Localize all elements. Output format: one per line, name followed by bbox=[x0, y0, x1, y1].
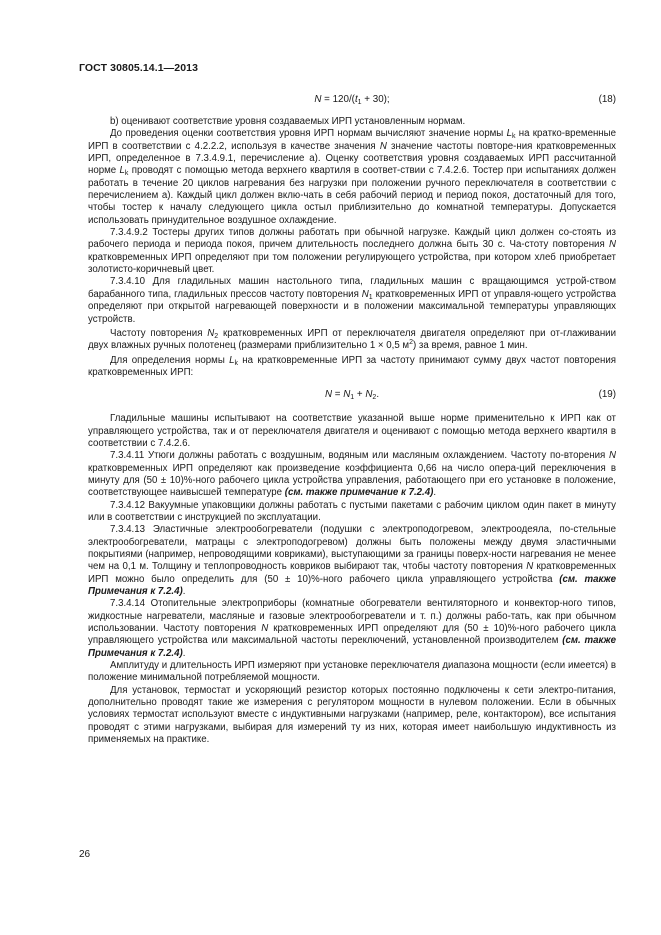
formula-19-expression: $N = N_1 + N_2$. bbox=[324, 389, 380, 402]
document-body bbox=[88, 88, 616, 747]
paragraph-amplitude: Амплитуду и длительность ИРП измеряют при установке переключателя диапазона мощности (если имеется) в положение минимальной потребляемой мощности. bbox=[88, 660, 616, 684]
paragraph-7-3-4-11: 7.3.4.11 Утюги должны работать с воздушным, водяным или масляным охлаждением. Частоту по-вторения N кратковременных ИРП определяют как произведение коэффициента 0,66 на число опера-ций переключения в минуту для (50 ± 10)%-ного рабочего цикла устройства управления, работающего при его установке в положение, соответствующее наивысшей температуре (см. также примечание к 7.2.4). bbox=[88, 450, 616, 499]
paragraph-7-3-4-13: 7.3.4.13 Эластичные электрообогреватели (подушки с электроподогревом, электроодеяла, по-стельные электрообогреватели, матрацы с электроподогревом) должны быть положены между двумя эластичными покрытиями (например, непроводящими ковриками), выступающими за границы поверх-ности нагревания не менее чем на 0,1 м. Толщину и теплопроводность ковриков выбирают так, чтобы частоту повторения N кратковременных ИРП можно было определить для (50 ± 10)%-ного рабочего цикла управляющего устройства (см. также Примечания к 7.2.4). bbox=[88, 524, 616, 598]
formula-19 bbox=[88, 389, 616, 403]
page-number: 26 bbox=[79, 849, 91, 860]
paragraph-b: b) оценивают соответствие уровня создаваемых ИРП установленным нормам. bbox=[110, 116, 466, 127]
paragraph-motor-switch: Частоту повторения $N_2$ кратковременных ИРП от переключателя двигателя определяют при от-глаживании двух влажных ручных полотенец (размерами приблизительно 1 × 0,5 $м^2$) за время, равное 1 мин. bbox=[88, 327, 616, 352]
paragraph-norm-calc: До проведения оценки соответствия уровня ИРП нормам вычисляют значение нормы $L_k$ на кратко-временные ИРП в соответствии с 4.2.2.2, используя в качестве значения N значение частоты повторе-ния кратковременных ИРП, определенное в 7.3.4.9.1, перечисление а). Оценку соответствия уровня создаваемых ИРП рассчитанной норме $L_k$ проводят с помощью метода верхнего квартиля в соответ-ствии с 7.4.2.6. Тостер при испытаниях должен работать в течение 20 циклов нагревания без нагрузки при положении ручного переключателя в соответствии с перечислением а). Каждый цикл должен вклю-чать в себя рабочий период и период покоя, достаточный для того, чтобы тостер к началу следующего цикла остыл приблизительно до комнатной температуры. Допускается использовать принудительное воздушное охлаждение. bbox=[88, 128, 617, 226]
paragraph-norm-sum: Для определения нормы $L_k$ на кратковременные ИРП за частоту принимают сумму двух частот повторения кратковременных ИРП: bbox=[88, 354, 616, 378]
paragraph-7-3-4-14: 7.3.4.14 Отопительные электроприборы (комнатные обогреватели вентиляторного и конвектор-ного типов, жидкостные нагреватели, масляные и газовые электрообогреватели и т. п.) должны рабо-тать, как при обычном использовании. Частоту повторения N кратковременных ИРП определяют для (50 ± 10)%-ного рабочего цикла управляющего устройства или максимальной частоты переключений, установленной производителем (см. также Примечания к 7.2.4). bbox=[88, 598, 616, 659]
paragraph-7-3-4-12: 7.3.4.12 Вакуумные упаковщики должны работать с пустыми пакетами с рабочим циклом один пакет в минуту или в соответствии с инструкцией по эксплуатации. bbox=[88, 499, 616, 523]
paragraph-7-3-4-9-2: 7.3.4.9.2 Тостеры других типов должны работать при обычной нагрузке. Каждый цикл должен со-стоять из рабочего периода и периода покоя, причем длительность последнего должна быть 30 с. Ча-стоту повторения N кратковременных ИРП определяют при том положении регулирующего устройства, при котором хлеб приобретает золотисто-коричневый цвет. bbox=[88, 227, 616, 276]
formula-18 bbox=[88, 94, 616, 108]
paragraph-ironing-machines: Гладильные машины испытывают на соответствие указанной выше норме применительно к ИРП как от управляющего устройства, так и от переключателя двигателя и оценивают с помощью метода верхнего квартиля в соответствии с 7.4.2.6. bbox=[88, 413, 616, 449]
formula-18-number: (18) bbox=[598, 94, 616, 105]
formula-19-number: (19) bbox=[598, 389, 616, 401]
paragraph-7-3-4-10: 7.3.4.10 Для гладильных машин настольного типа, гладильных машин с вращающимся устрой-ством барабанного типа, гладильных прессов частоту повторения $N_1$ кратковременных ИРП от управля-ющего устройства определяют при открытой нагревающей поверхности и в положении максимальной температуры управляющих устройств. bbox=[88, 276, 616, 325]
formula-18-expression: $N = 120/(t_1 + 30)$; bbox=[314, 94, 390, 106]
paragraph-thermostat: Для установок, термостат и ускоряющий резистор которых постоянно подключены к сети электро-питания, дополнительно проводят такие же измерения с регулятором мощности в нулевом положении. Если в обычных условиях термостат используют вместе с индуктивными нагрузками (например, реле, контактором), все испытания проводят с этими нагрузками, выбирая для измерений ту из них, которая имеет наибольшую индуктивность из применяемых на практике. bbox=[88, 684, 616, 746]
document-header: ГОСТ 30805.14.1—2013 bbox=[79, 62, 199, 74]
